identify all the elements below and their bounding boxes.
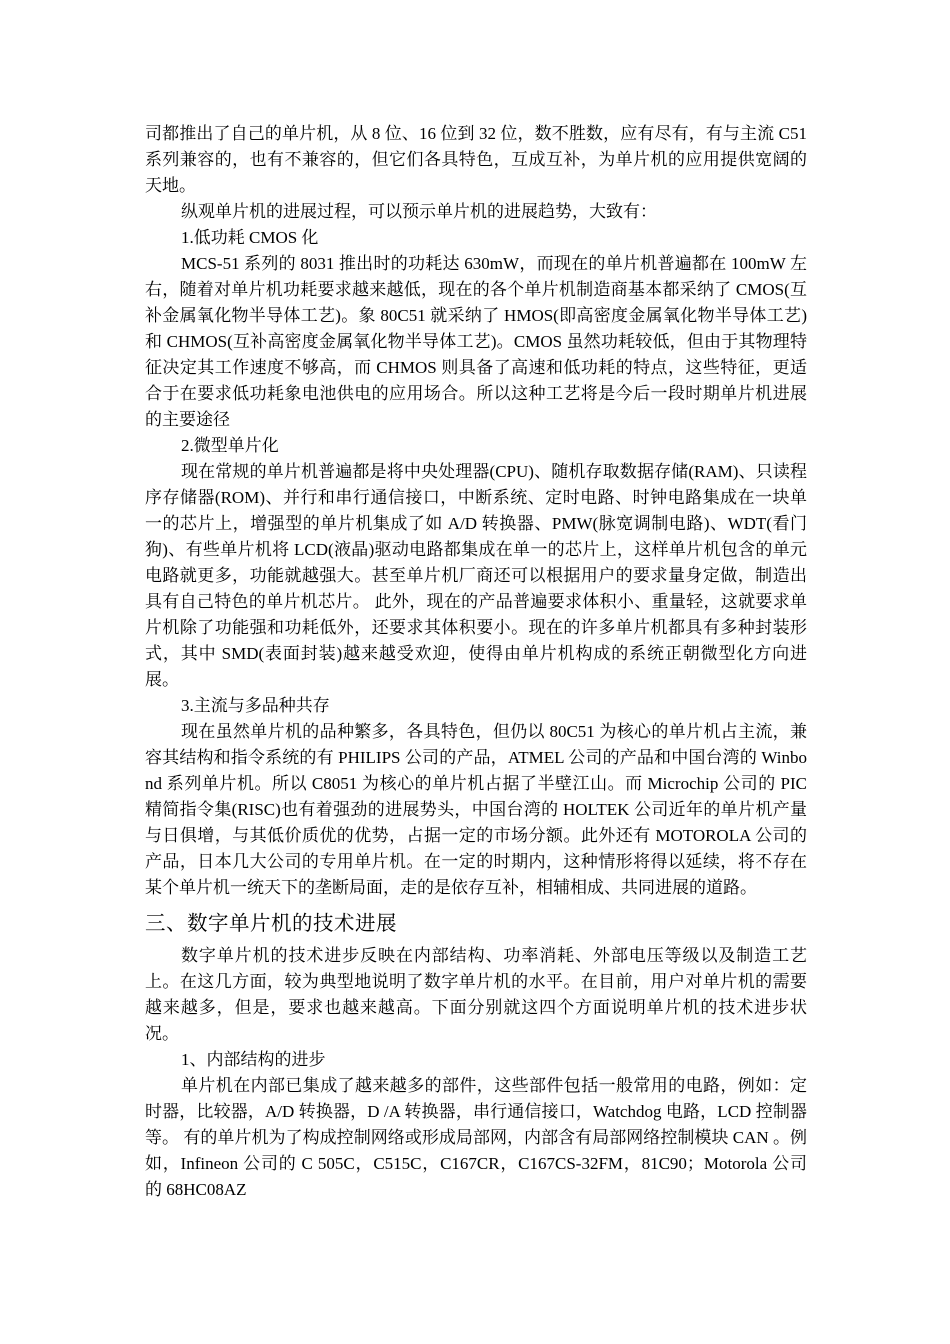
subheading: 1、内部结构的进步 [181,1050,326,1069]
paragraph: 单片机在内部已集成了越来越多的部件，这些部件包括一般常用的电路，例如：定时器，比较器，A/D 转换器，D /A 转换器，串行通信接口，Watchdog 电路，LCD 控制器等。 有的单片机为了构成控制网络或形成局部网，内部含有局部网络控制模块 CAN 。例如，Infineon 公司的 C 505C，C515C，C167CR，C167CS-32FM，81C90；Motorola 公司的 68HC08AZ [145,1076,807,1199]
document-page [145,121,807,1203]
paragraphs-before [145,121,807,901]
paragraph: 纵观单片机的进展过程，可以预示单片机的进展趋势，大致有： [181,202,657,221]
subheading: 2.微型单片化 [181,436,279,455]
paragraph: 现在虽然单片机的品种繁多，各具特色，但仍以 80C51 为核心的单片机占主流，兼容其结构和指令系统的有 PHILIPS 公司的产品，ATMEL 公司的产品和中国台湾的 Winbond 系列单片机。所以 C8051 为核心的单片机占据了半壁江山。而 Microchip 公司的 PIC 精简指令集(RISC)也有着强劲的进展势头，中国台湾的 HOLTEK 公司近年的单片机产量与日俱增，与其低价质优的优势，占据一定的市场分额。此外还有 MOTOROLA 公司的产品，日本几大公司的专用单片机。在一定的时期内，这种情形将得以延续，将不存在某个单片机一统天下的垄断局面，走的是依存互补，相辅相成、共同进展的道路。 [145,722,807,897]
paragraph: MCS-51 系列的 8031 推出时的功耗达 630mW，而现在的单片机普遍都在 100mW 左右，随着对单片机功耗要求越来越低，现在的各个单片机制造商基本都采纳了 CMOS(互补金属氧化物半导体工艺)。象 80C51 就采纳了 HMOS(即高密度金属氧化物半导体工艺)和 CHMOS(互补高密度金属氧化物半导体工艺)。CMOS 虽然功耗较低，但由于其物理特征决定其工作速度不够高，而 CHMOS 则具备了高速和低功耗的特点，这些特征，更适合于在要求低功耗象电池供电的应用场合。所以这种工艺将是今后一段时期单片机进展的主要途径 [145,254,807,429]
paragraphs-after [145,943,807,1203]
subheading: 3.主流与多品种共存 [181,696,330,715]
paragraph: 司都推出了自己的单片机，从 8 位、16 位到 32 位，数不胜数，应有尽有，有与主流 C51 系列兼容的，也有不兼容的，但它们各具特色，互成互补，为单片机的应用提供宽阔的天地。 [145,124,807,195]
paragraph: 数字单片机的技术进步反映在内部结构、功率消耗、外部电压等级以及制造工艺上。在这几方面，较为典型地说明了数字单片机的水平。在目前，用户对单片机的需要越来越多，但是，要求也越来越高。下面分别就这四个方面说明单片机的技术进步状况。 [145,946,807,1043]
subheading: 1.低功耗 CMOS 化 [181,228,319,247]
section-heading: 三、数字单片机的技术进展 [145,911,397,935]
paragraph: 现在常规的单片机普遍都是将中央处理器(CPU)、随机存取数据存储(RAM)、只读程序存储器(ROM)、并行和串行通信接口，中断系统、定时电路、时钟电路集成在一块单一的芯片上，增强型的单片机集成了如 A/D 转换器、PMW(脉宽调制电路)、WDT(看门狗)、有些单片机将 LCD(液晶)驱动电路都集成在单一的芯片上，这样单片机包含的单元电路就更多，功能就越强大。甚至单片机厂商还可以根据用户的要求量身定做，制造出具有自己特色的单片机芯片。 此外，现在的产品普遍要求体积小、重量轻，这就要求单片机除了功能强和功耗低外，还要求其体积要小。现在的许多单片机都具有多种封装形式，其中 SMD(表面封装)越来越受欢迎，使得由单片机构成的系统正朝微型化方向进展。 [145,462,807,689]
